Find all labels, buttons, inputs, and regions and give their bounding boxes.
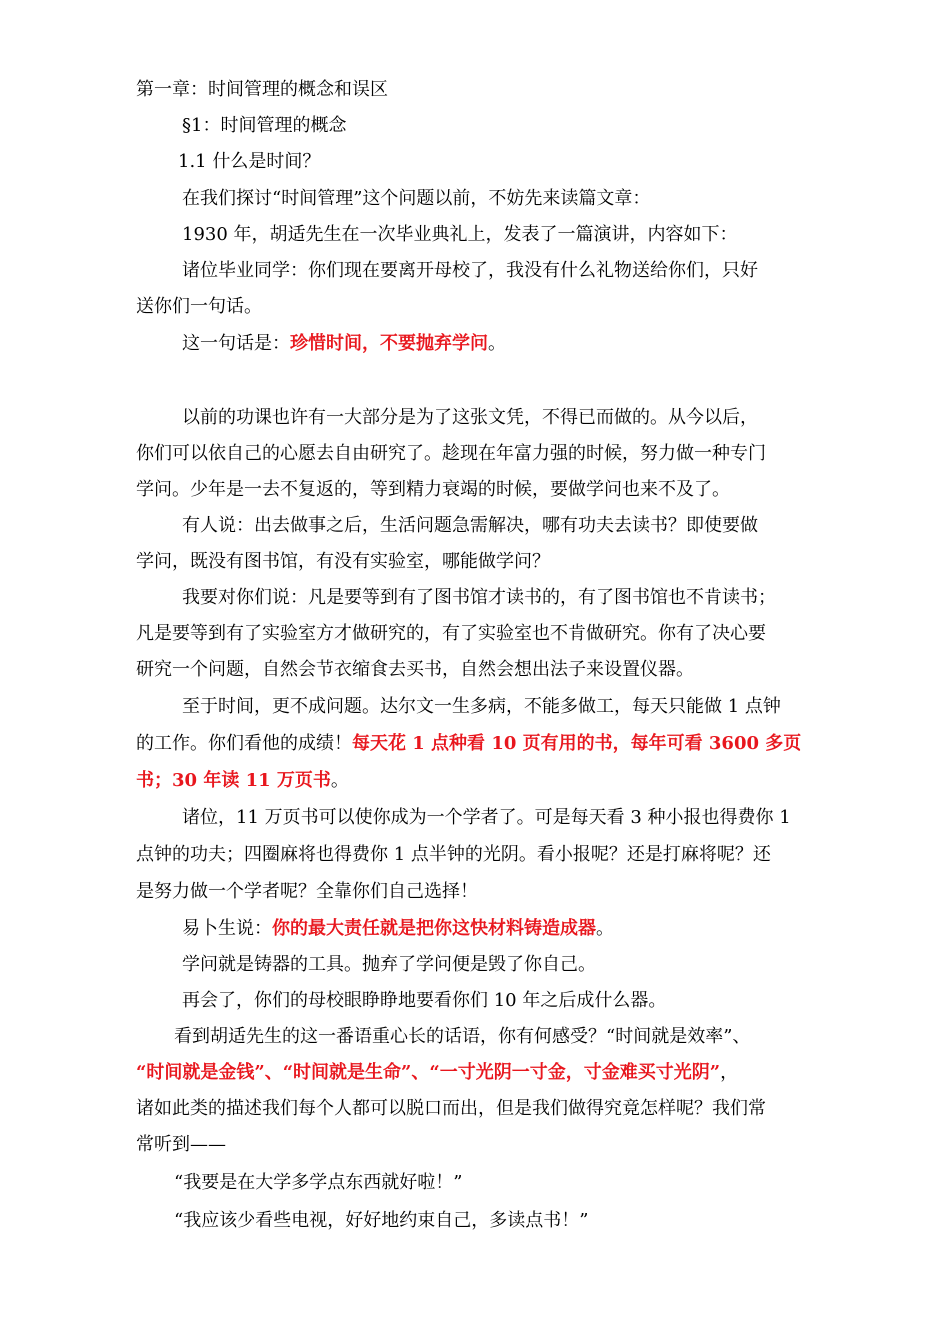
text-segment: 。 bbox=[596, 918, 614, 939]
text-segment: 学问。少年是一去不复返的，等到精力衰竭的时候，要做学问也来不及了。 bbox=[136, 479, 730, 500]
text-segment: 的工作。你们看他的成绩！ bbox=[136, 733, 352, 754]
text-line-p11c bbox=[136, 1096, 766, 1122]
text-line-p7c bbox=[136, 879, 478, 905]
highlight-text: 书；30 年读 11 万页书 bbox=[136, 770, 331, 791]
text-line-p6b bbox=[136, 731, 801, 757]
text-line-q1 bbox=[174, 1170, 462, 1196]
text-segment: 易卜生说： bbox=[182, 918, 272, 939]
text-line-p4a bbox=[182, 513, 758, 539]
text-segment: 是努力做一个学者呢？全靠你们自己选择！ bbox=[136, 881, 478, 902]
subsection-title: 1.1 什么是时间？ bbox=[178, 151, 321, 172]
text-segment: 再会了，你们的母校眼睁睁地要看你们 10 年之后成什么器。 bbox=[182, 990, 667, 1011]
text-segment: 学问，既没有图书馆，有没有实验室，哪能做学问？ bbox=[136, 551, 550, 572]
text-line-p2 bbox=[182, 331, 506, 357]
text-segment: 以前的功课也许有一大部分是为了这张文凭，不得已而做的。从今以后， bbox=[182, 407, 758, 428]
text-segment: ， bbox=[720, 1062, 739, 1083]
text-segment: 这一句话是： bbox=[182, 333, 290, 354]
text-line-p11a bbox=[174, 1024, 750, 1050]
text-segment: 1930 年，胡适先生在一次毕业典礼上，发表了一篇演讲，内容如下： bbox=[182, 224, 738, 245]
text-line-p3c bbox=[136, 477, 730, 503]
text-segment: 看到胡适先生的这一番语重心长的话语，你有何感受？“时间就是效率”、 bbox=[174, 1026, 751, 1047]
text-line-year bbox=[182, 222, 738, 248]
text-segment: 凡是要等到有了实验室方才做研究的，有了实验室也不肯做研究。你有了决心要 bbox=[136, 623, 766, 644]
highlight-text: 你的最大责任就是把你这快材料铸造成器 bbox=[272, 918, 596, 939]
text-segment: 点钟的功夫；四圈麻将也得费你 1 点半钟的光阴。看小报呢？还是打麻将呢？还 bbox=[136, 844, 771, 865]
text-line-p7b bbox=[136, 842, 771, 868]
text-line-p6a bbox=[182, 694, 781, 720]
text-line-intro bbox=[182, 186, 650, 212]
section-title: §1：时间管理的概念 bbox=[182, 115, 347, 136]
chapter-title: 第一章：时间管理的概念和误区 bbox=[136, 79, 388, 100]
text-line-p7a bbox=[182, 805, 791, 831]
text-segment: 在我们探讨“时间管理”这个问题以前，不妨先来读篇文章： bbox=[182, 188, 651, 209]
text-segment: 至于时间，更不成问题。达尔文一生多病，不能多做工，每天只能做 1 点钟 bbox=[182, 696, 781, 717]
text-segment: 。 bbox=[330, 770, 349, 791]
text-line-p5b bbox=[136, 621, 766, 647]
text-segment: 研究一个问题，自然会节衣缩食去买书，自然会想出法子来设置仪器。 bbox=[136, 659, 694, 680]
text-segment: 我要对你们说：凡是要等到有了图书馆才读书的，有了图书馆也不肯读书； bbox=[182, 587, 776, 608]
text-line-p11b bbox=[136, 1060, 738, 1086]
highlight-text: 珍惜时间，不要抛弃学问 bbox=[290, 333, 488, 354]
text-line-p6c bbox=[136, 768, 349, 794]
text-segment: 诸如此类的描述我们每个人都可以脱口而出，但是我们做得究竟怎样呢？我们常 bbox=[136, 1098, 766, 1119]
text-segment: 诸位毕业同学：你们现在要离开母校了，我没有什么礼物送给你们，只好 bbox=[182, 260, 758, 281]
text-segment: 送你们一句话。 bbox=[136, 296, 262, 317]
highlight-text: “时间就是金钱”、“时间就是生命”、“一寸光阴一寸金，寸金难买寸光阴” bbox=[136, 1062, 721, 1083]
text-line-p4b bbox=[136, 549, 550, 575]
text-segment: “我应该少看些电视，好好地约束自己，多读点书！” bbox=[174, 1210, 589, 1231]
text-line-p5c bbox=[136, 657, 694, 683]
text-segment: 诸位，11 万页书可以使你成为一个学者了。可是每天看 3 种小报也得费你 1 bbox=[182, 807, 791, 828]
text-segment: “我要是在大学多学点东西就好啦！” bbox=[174, 1172, 463, 1193]
text-segment: 有人说：出去做事之后，生活问题急需解决，哪有功夫去读书？即使要做 bbox=[182, 515, 758, 536]
text-line-p11d bbox=[136, 1132, 226, 1158]
highlight-text: 每天花 1 点种看 10 页有用的书，每年可看 3600 多页 bbox=[352, 733, 802, 754]
text-line-p1b bbox=[136, 294, 262, 320]
text-line-p5a bbox=[182, 585, 776, 611]
text-line-p10 bbox=[182, 988, 666, 1014]
text-segment: 学问就是铸器的工具。抛弃了学问便是毁了你自己。 bbox=[182, 954, 596, 975]
text-line-p1a bbox=[182, 258, 758, 284]
text-line-p9 bbox=[182, 952, 596, 978]
text-line-p8 bbox=[182, 916, 614, 942]
text-line-q2 bbox=[174, 1208, 588, 1234]
text-line-p3a bbox=[182, 405, 758, 431]
text-segment: 常听到—— bbox=[136, 1134, 226, 1155]
text-segment: 你们可以依自己的心愿去自由研究了。趁现在年富力强的时候，努力做一种专门 bbox=[136, 443, 766, 464]
text-line-p3b bbox=[136, 441, 766, 467]
text-segment: 。 bbox=[488, 333, 506, 354]
